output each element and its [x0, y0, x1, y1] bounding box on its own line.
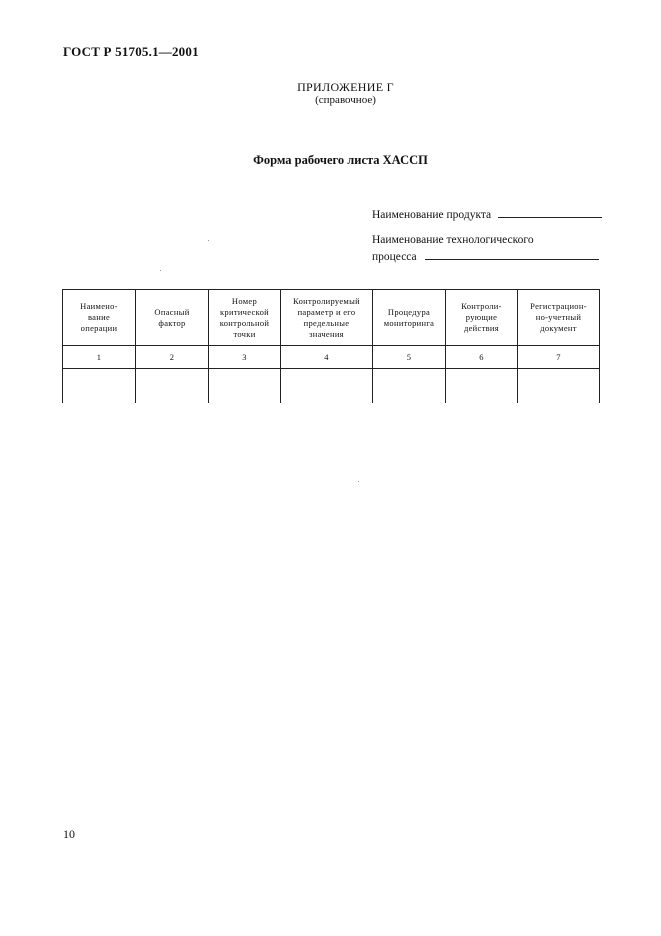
column-header-monitoring: Процедура мониторинга — [373, 290, 446, 346]
scan-speck — [208, 240, 209, 241]
column-number-row — [63, 346, 600, 369]
empty-cell — [136, 369, 209, 404]
haccp-worksheet-table — [62, 289, 600, 403]
product-name-field — [372, 206, 602, 221]
column-header-hazard: Опасный фактор — [136, 290, 209, 346]
form-title: Форма рабочего листа ХАССП — [253, 153, 428, 167]
empty-cell — [281, 369, 373, 404]
page-number: 10 — [63, 827, 75, 841]
scan-speck — [160, 270, 161, 271]
column-header-parameter: Контролируемый параметр и его предельные значения — [281, 290, 373, 346]
column-header-ccp-number: Номер критической контрольной точки — [209, 290, 281, 346]
table-header-row — [63, 290, 600, 346]
product-name-label: Наименование продукта — [372, 209, 492, 221]
process-name-label-line2: процесса — [372, 251, 417, 263]
document-code: ГОСТ Р 51705.1—2001 — [63, 44, 199, 59]
table-row — [63, 369, 600, 404]
column-number: 1 — [63, 346, 136, 369]
appendix-subtitle: (справочное) — [315, 94, 376, 106]
column-number: 4 — [281, 346, 373, 369]
product-name-blank — [498, 206, 602, 218]
appendix-title: ПРИЛОЖЕНИЕ Г — [297, 80, 394, 94]
process-name-field — [372, 248, 599, 263]
column-number: 2 — [136, 346, 209, 369]
column-number: 7 — [518, 346, 600, 369]
scan-speck — [358, 481, 359, 482]
column-header-corrective-actions: Контроли- рующие действия — [446, 290, 518, 346]
empty-cell — [373, 369, 446, 404]
column-number: 3 — [209, 346, 281, 369]
column-number: 5 — [373, 346, 446, 369]
process-name-label-line1: Наименование технологического — [372, 234, 534, 246]
empty-cell — [446, 369, 518, 404]
empty-cell — [209, 369, 281, 404]
empty-cell — [518, 369, 600, 404]
empty-cell — [63, 369, 136, 404]
column-number: 6 — [446, 346, 518, 369]
process-name-blank — [425, 248, 599, 260]
column-header-operation: Наимено- вание операции — [63, 290, 136, 346]
column-header-record-document: Регистрацион- но-учетный документ — [518, 290, 600, 346]
